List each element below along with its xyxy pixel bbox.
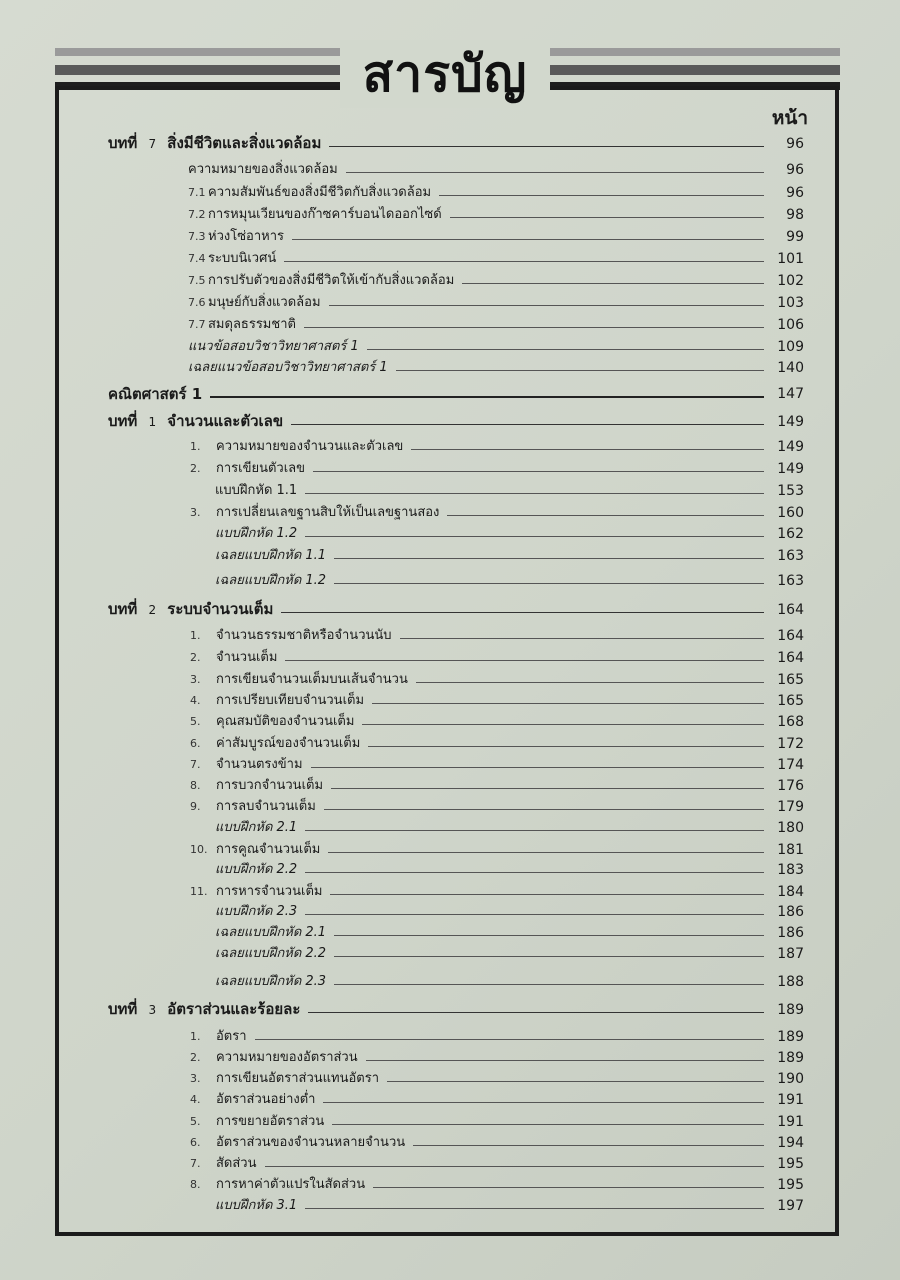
page-number: 149 bbox=[777, 439, 804, 455]
item-title: การเขียนจำนวนเต็มบนเส้นจำนวน bbox=[216, 672, 408, 687]
page-number: 191 bbox=[777, 1114, 804, 1130]
item-number: 2. bbox=[190, 462, 201, 475]
leader-line bbox=[311, 767, 764, 768]
item-title: จำนวนธรรมชาติหรือจำนวนนับ bbox=[216, 628, 392, 643]
section-title: คณิตศาสตร์ 1 bbox=[108, 385, 203, 403]
item-number: 4. bbox=[190, 1093, 201, 1106]
toc-entry bbox=[0, 645, 900, 667]
item-title: เฉลยแบบฝึกหัด 1.1 bbox=[215, 548, 327, 563]
chapter-title: จำนวนและตัวเลข bbox=[167, 412, 284, 430]
item-title: แบบฝึกหัด 2.1 bbox=[215, 820, 298, 835]
page-number: 181 bbox=[777, 842, 804, 858]
item-number: 3. bbox=[190, 506, 201, 519]
item-title: จำนวนตรงข้าม bbox=[216, 757, 303, 772]
leader-line bbox=[372, 703, 764, 704]
item-number: 8. bbox=[190, 779, 201, 792]
item-number: 10. bbox=[190, 843, 208, 856]
toc-entry bbox=[0, 899, 900, 921]
toc-entry bbox=[0, 1172, 900, 1194]
page-number: 162 bbox=[777, 526, 804, 542]
leader-line bbox=[305, 493, 764, 494]
page-number: 163 bbox=[777, 548, 804, 564]
page-number: 165 bbox=[777, 672, 804, 688]
toc-entry bbox=[0, 290, 900, 312]
item-title: สัดส่วน bbox=[216, 1156, 257, 1171]
page-number: 140 bbox=[777, 360, 804, 376]
page-number: 189 bbox=[777, 1050, 804, 1066]
item-number: 7.7 bbox=[188, 318, 206, 331]
leader-line bbox=[450, 217, 764, 218]
toc-entry bbox=[0, 794, 900, 816]
item-title: การหมุนเวียนของก๊าซคาร์บอนไดออกไซด์ bbox=[208, 207, 442, 222]
page-number: 189 bbox=[777, 1002, 804, 1018]
item-number: 7.3 bbox=[188, 230, 206, 243]
page-number: 164 bbox=[777, 628, 804, 644]
toc-entry bbox=[0, 879, 900, 901]
toc-entry bbox=[0, 521, 900, 543]
leader-line bbox=[210, 396, 764, 398]
leader-line bbox=[292, 239, 764, 240]
item-number: 11. bbox=[190, 885, 208, 898]
page-number: 164 bbox=[777, 602, 804, 618]
leader-line bbox=[305, 830, 764, 831]
item-title: เฉลยแบบฝึกหัด 2.3 bbox=[215, 974, 327, 989]
item-number: 3. bbox=[190, 1072, 201, 1085]
item-number: 5. bbox=[190, 715, 201, 728]
leader-line bbox=[413, 1145, 764, 1146]
item-title: เฉลยแนวข้อสอบวิชาวิทยาศาสตร์ 1 bbox=[188, 360, 388, 375]
toc-entry bbox=[0, 1024, 900, 1046]
item-title: ระบบนิเวศน์ bbox=[208, 251, 277, 266]
item-title: แบบฝึกหัด 1.1 bbox=[215, 483, 298, 498]
item-number: 9. bbox=[190, 800, 201, 813]
item-number: 7. bbox=[190, 1157, 201, 1170]
leader-line bbox=[324, 809, 764, 810]
toc-entry bbox=[0, 941, 900, 963]
leader-line bbox=[373, 1187, 764, 1188]
item-title: ความหมายของสิ่งแวดล้อม bbox=[188, 162, 338, 177]
item-title: การเปลี่ยนเลขฐานสิบให้เป็นเลขฐานสอง bbox=[216, 505, 440, 520]
page-number: 96 bbox=[786, 162, 804, 178]
leader-line bbox=[368, 746, 764, 747]
page-title: สารบัญ bbox=[362, 45, 528, 103]
toc-entry bbox=[0, 312, 900, 334]
item-title: การหาค่าตัวแปรในสัดส่วน bbox=[216, 1177, 366, 1192]
chapter-title: ระบบจำนวนเต็ม bbox=[167, 600, 274, 618]
toc-entry bbox=[0, 478, 900, 500]
item-title: การหารจำนวนเต็ม bbox=[216, 884, 323, 899]
leader-line bbox=[334, 558, 764, 559]
item-title: แบบฝึกหัด 2.2 bbox=[215, 862, 298, 877]
item-title: สมดุลธรรมชาติ bbox=[208, 317, 296, 332]
item-title: การเขียนอัตราส่วนแทนอัตรา bbox=[216, 1071, 380, 1086]
leader-line bbox=[367, 349, 764, 350]
page-number: 186 bbox=[777, 925, 804, 941]
page-number: 163 bbox=[777, 573, 804, 589]
page-number: 160 bbox=[777, 505, 804, 521]
chapter-entry bbox=[0, 409, 900, 431]
chapter-prefix: บทที่ bbox=[108, 412, 138, 430]
page-number: 168 bbox=[777, 714, 804, 730]
chapter-entry bbox=[0, 597, 900, 619]
toc-entry bbox=[0, 773, 900, 795]
leader-line bbox=[255, 1039, 764, 1040]
leader-line bbox=[304, 327, 764, 328]
leader-line bbox=[291, 424, 764, 425]
item-title: การเขียนตัวเลข bbox=[216, 461, 306, 476]
toc-entry bbox=[0, 1087, 900, 1109]
page-number: 174 bbox=[777, 757, 804, 773]
chapter-title: อัตราส่วนและร้อยละ bbox=[167, 1000, 301, 1018]
item-title: การปรับตัวของสิ่งมีชีวิตให้เข้ากับสิ่งแวดล้อม bbox=[208, 273, 455, 288]
toc-entry bbox=[0, 837, 900, 859]
item-number: 2. bbox=[190, 651, 201, 664]
leader-line bbox=[400, 638, 764, 639]
leader-line bbox=[308, 1012, 764, 1013]
leader-line bbox=[387, 1081, 764, 1082]
item-title: อัตราส่วนของจำนวนหลายจำนวน bbox=[216, 1135, 406, 1150]
item-number: 7.4 bbox=[188, 252, 206, 265]
item-title: จำนวนเต็ม bbox=[216, 650, 278, 665]
toc-entry bbox=[0, 1151, 900, 1173]
chapter-number: 2 bbox=[148, 603, 157, 617]
leader-line bbox=[396, 370, 764, 371]
toc-entry bbox=[0, 334, 900, 356]
page-number: 188 bbox=[777, 974, 804, 990]
chapter-prefix: บทที่ bbox=[108, 600, 138, 618]
toc-entry bbox=[0, 1109, 900, 1131]
toc-entry bbox=[0, 543, 900, 565]
leader-line bbox=[323, 1102, 764, 1103]
leader-line bbox=[265, 1166, 765, 1167]
toc-entry bbox=[0, 568, 900, 590]
leader-line bbox=[329, 305, 764, 306]
toc-entry bbox=[0, 355, 900, 377]
page-number: 190 bbox=[777, 1071, 804, 1087]
toc-entry bbox=[0, 920, 900, 942]
item-title: ความหมายของอัตราส่วน bbox=[216, 1050, 358, 1065]
item-title: คุณสมบัติของจำนวนเต็ม bbox=[216, 714, 355, 729]
item-number: 7.2 bbox=[188, 208, 206, 221]
page-number: 164 bbox=[777, 650, 804, 666]
item-number: 3. bbox=[190, 673, 201, 686]
chapter-number: 7 bbox=[148, 137, 157, 151]
page-number: 153 bbox=[777, 483, 804, 499]
leader-line bbox=[462, 283, 764, 284]
item-title: อัตรา bbox=[216, 1029, 247, 1044]
item-title: ความหมายของจำนวนและตัวเลข bbox=[216, 439, 404, 454]
leader-line bbox=[305, 1208, 764, 1209]
item-title: การลบจำนวนเต็ม bbox=[216, 799, 316, 814]
item-number: 1. bbox=[190, 1030, 201, 1043]
item-title: ค่าสัมบูรณ์ของจำนวนเต็ม bbox=[216, 736, 361, 751]
title-box bbox=[340, 40, 550, 108]
page-number: 106 bbox=[777, 317, 804, 333]
item-title: แนวข้อสอบวิชาวิทยาศาสตร์ 1 bbox=[188, 339, 359, 354]
leader-line bbox=[411, 449, 764, 450]
leader-line bbox=[366, 1060, 764, 1061]
chapter-prefix: บทที่ bbox=[108, 1000, 138, 1018]
toc-entry bbox=[0, 623, 900, 645]
leader-line bbox=[346, 172, 764, 173]
toc-entry bbox=[0, 1193, 900, 1215]
chapter-entry bbox=[0, 997, 900, 1019]
item-number: 7.1 bbox=[188, 186, 206, 199]
page-number: 194 bbox=[777, 1135, 804, 1151]
toc-entry bbox=[0, 157, 900, 179]
toc-entry bbox=[0, 246, 900, 268]
leader-line bbox=[362, 724, 764, 725]
leader-line bbox=[334, 583, 764, 584]
leader-line bbox=[281, 612, 764, 613]
leader-line bbox=[330, 894, 764, 895]
item-number: 7.6 bbox=[188, 296, 206, 309]
leader-line bbox=[332, 1124, 764, 1125]
toc-entry bbox=[0, 815, 900, 837]
toc-entry bbox=[0, 688, 900, 710]
item-title: แบบฝึกหัด 1.2 bbox=[215, 526, 298, 541]
toc-entry bbox=[0, 731, 900, 753]
page-number: 184 bbox=[777, 884, 804, 900]
item-number: 7. bbox=[190, 758, 201, 771]
item-title: ห่วงโซ่อาหาร bbox=[208, 229, 284, 244]
toc-entry bbox=[0, 1130, 900, 1152]
item-title: การขยายอัตราส่วน bbox=[216, 1114, 325, 1129]
leader-line bbox=[313, 471, 764, 472]
page-number: 165 bbox=[777, 693, 804, 709]
item-title: เฉลยแบบฝึกหัด 2.2 bbox=[215, 946, 327, 961]
toc-entry bbox=[0, 752, 900, 774]
chapter-entry bbox=[0, 131, 900, 153]
item-number: 5. bbox=[190, 1115, 201, 1128]
leader-line bbox=[329, 146, 764, 147]
toc-entry bbox=[0, 180, 900, 202]
item-number: 6. bbox=[190, 737, 201, 750]
leader-line bbox=[447, 515, 764, 516]
page-number: 109 bbox=[777, 339, 804, 355]
chapter-number: 3 bbox=[148, 1003, 157, 1017]
page-number: 98 bbox=[786, 207, 804, 223]
page-number: 103 bbox=[777, 295, 804, 311]
section-entry bbox=[0, 381, 900, 403]
page-number: 101 bbox=[777, 251, 804, 267]
item-title: การเปรียบเทียบจำนวนเต็ม bbox=[216, 693, 365, 708]
page-number: 186 bbox=[777, 904, 804, 920]
item-number: 7.5 bbox=[188, 274, 206, 287]
item-number: 6. bbox=[190, 1136, 201, 1149]
toc-entry bbox=[0, 434, 900, 456]
page-number: 147 bbox=[777, 386, 804, 402]
leader-line bbox=[334, 956, 764, 957]
item-title: การบวกจำนวนเต็ม bbox=[216, 778, 324, 793]
leader-line bbox=[285, 660, 764, 661]
item-title: อัตราส่วนอย่างต่ำ bbox=[216, 1092, 316, 1107]
page-number: 195 bbox=[777, 1156, 804, 1172]
leader-line bbox=[334, 935, 764, 936]
page-number: 197 bbox=[777, 1198, 804, 1214]
page-number: 102 bbox=[777, 273, 804, 289]
toc-entry bbox=[0, 1066, 900, 1088]
item-number: 4. bbox=[190, 694, 201, 707]
page-number: 176 bbox=[777, 778, 804, 794]
page-number: 172 bbox=[777, 736, 804, 752]
item-title: การคูณจำนวนเต็ม bbox=[216, 842, 321, 857]
leader-line bbox=[305, 914, 764, 915]
toc-entry bbox=[0, 1045, 900, 1067]
page-number: 96 bbox=[786, 185, 804, 201]
leader-line bbox=[416, 682, 764, 683]
page-column-header: หน้า bbox=[771, 107, 808, 129]
leader-line bbox=[334, 984, 764, 985]
leader-line bbox=[305, 536, 764, 537]
toc-entry bbox=[0, 268, 900, 290]
item-number: 8. bbox=[190, 1178, 201, 1191]
leader-line bbox=[328, 852, 764, 853]
page-number: 183 bbox=[777, 862, 804, 878]
item-number: 2. bbox=[190, 1051, 201, 1064]
page-number: 191 bbox=[777, 1092, 804, 1108]
toc-entry bbox=[0, 667, 900, 689]
toc-entry bbox=[0, 969, 900, 991]
item-title: ความสัมพันธ์ของสิ่งมีชีวิตกับสิ่งแวดล้อม bbox=[208, 185, 432, 200]
chapter-number: 1 bbox=[148, 415, 157, 429]
toc-entry bbox=[0, 500, 900, 522]
page-number: 149 bbox=[777, 414, 804, 430]
toc-entry bbox=[0, 456, 900, 478]
toc-entry bbox=[0, 224, 900, 246]
chapter-prefix: บทที่ bbox=[108, 134, 138, 152]
page-number: 180 bbox=[777, 820, 804, 836]
leader-line bbox=[284, 261, 764, 262]
page-number: 179 bbox=[777, 799, 804, 815]
leader-line bbox=[305, 872, 764, 873]
item-title: แบบฝึกหัด 2.3 bbox=[215, 904, 298, 919]
toc-entry bbox=[0, 709, 900, 731]
item-title: แบบฝึกหัด 3.1 bbox=[215, 1198, 298, 1213]
leader-line bbox=[331, 788, 764, 789]
page-number: 99 bbox=[786, 229, 804, 245]
page-number: 187 bbox=[777, 946, 804, 962]
page-number: 195 bbox=[777, 1177, 804, 1193]
item-number: 1. bbox=[190, 629, 201, 642]
chapter-title: สิ่งมีชีวิตและสิ่งแวดล้อม bbox=[167, 134, 322, 152]
item-title: เฉลยแบบฝึกหัด 2.1 bbox=[215, 925, 327, 940]
item-title: มนุษย์กับสิ่งแวดล้อม bbox=[208, 295, 321, 310]
item-title: เฉลยแบบฝึกหัด 1.2 bbox=[215, 573, 327, 588]
leader-line bbox=[439, 195, 764, 196]
page-number: 149 bbox=[777, 461, 804, 477]
toc-entry bbox=[0, 202, 900, 224]
page-number: 96 bbox=[786, 136, 804, 152]
page-number: 189 bbox=[777, 1029, 804, 1045]
item-number: 1. bbox=[190, 440, 201, 453]
toc-entry bbox=[0, 857, 900, 879]
